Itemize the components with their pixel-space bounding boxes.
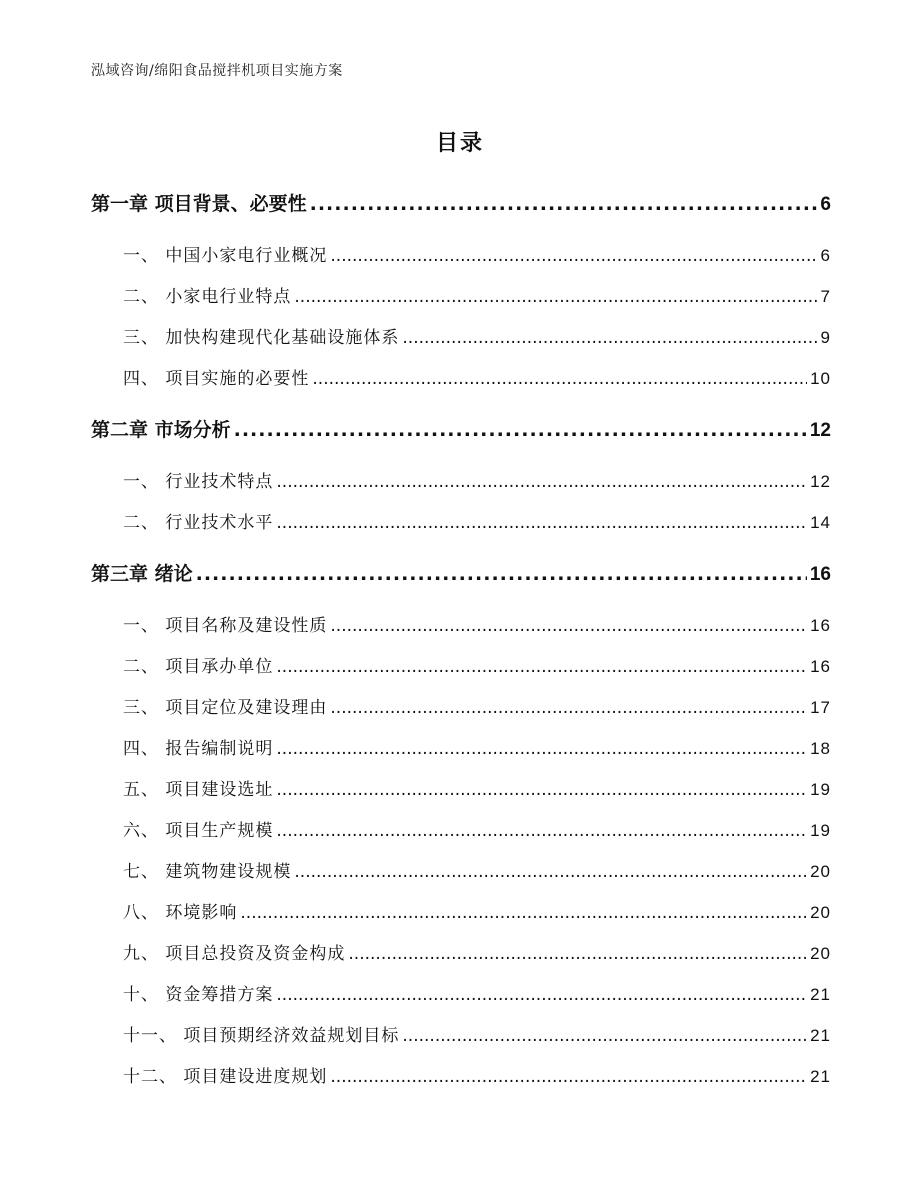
toc-page-number: 19 [810, 821, 831, 840]
toc-section[interactable] [91, 857, 831, 882]
toc-entry-label: 四、 项目实施的必要性 [123, 369, 310, 389]
dot-leader [348, 944, 807, 964]
toc-page-number: 6 [820, 246, 831, 265]
toc-page-number: 19 [810, 780, 831, 799]
toc-section[interactable] [91, 693, 831, 718]
toc-chapter-3[interactable] [91, 559, 831, 586]
toc-section[interactable] [91, 241, 831, 266]
toc-entry-label: 十、 资金筹措方案 [123, 985, 274, 1005]
dot-leader [196, 563, 807, 585]
dot-leader [276, 739, 807, 759]
toc-entry-label: 第二章 市场分析 [91, 419, 231, 441]
toc-page-number: 16 [810, 616, 831, 635]
toc-chapter-1[interactable] [91, 189, 831, 216]
toc-entry-label: 二、 小家电行业特点 [123, 287, 292, 307]
toc-section[interactable] [91, 282, 831, 307]
toc-entry-label: 六、 项目生产规模 [123, 821, 274, 841]
dot-leader [330, 616, 807, 636]
toc-entry-label: 九、 项目总投资及资金构成 [123, 944, 346, 964]
dot-leader [276, 821, 807, 841]
toc-page-number: 6 [820, 194, 831, 215]
toc-section[interactable] [91, 1021, 831, 1046]
toc-title: 目录 [435, 131, 484, 156]
toc-section[interactable] [91, 816, 831, 841]
toc-section[interactable] [91, 467, 831, 492]
toc-page-number: 21 [810, 1067, 831, 1086]
toc-entry-label: 一、 中国小家电行业概况 [123, 246, 328, 266]
toc-entry-label: 二、 项目承办单位 [123, 657, 274, 677]
toc-page-number: 16 [809, 564, 831, 585]
toc-entry-label: 一、 行业技术特点 [123, 472, 274, 492]
toc-page-number: 20 [810, 862, 831, 881]
toc-section[interactable] [91, 323, 831, 348]
dot-leader [234, 419, 807, 441]
toc-section[interactable] [91, 775, 831, 800]
toc-page-number: 12 [809, 420, 831, 441]
dot-leader [402, 1026, 807, 1046]
toc-page-number: 9 [820, 328, 831, 347]
dot-leader [330, 246, 817, 266]
dot-leader [330, 1067, 807, 1087]
toc-page-number: 16 [810, 657, 831, 676]
toc-page-number: 21 [810, 985, 831, 1004]
dot-leader [294, 287, 817, 307]
toc-entry-label: 第一章 项目背景、必要性 [91, 193, 307, 215]
dot-leader [294, 862, 807, 882]
toc-page-number: 21 [810, 1026, 831, 1045]
dot-leader [276, 657, 807, 677]
dot-leader [276, 513, 807, 533]
toc-section[interactable] [91, 508, 831, 533]
toc-page-number: 12 [810, 472, 831, 491]
toc-entry-label: 八、 环境影响 [123, 903, 238, 923]
toc-page-number: 14 [810, 513, 831, 532]
toc-page-number: 20 [810, 903, 831, 922]
dot-leader [240, 903, 807, 923]
toc-entry-label: 十二、 项目建设进度规划 [123, 1067, 328, 1087]
toc-page-number: 20 [810, 944, 831, 963]
toc-section[interactable] [91, 611, 831, 636]
running-header: 泓域咨询/绵阳食品搅拌机项目实施方案 [91, 63, 343, 79]
dot-leader [276, 472, 807, 492]
dot-leader [276, 780, 807, 800]
toc-section[interactable] [91, 980, 831, 1005]
dot-leader [310, 193, 818, 215]
toc-section[interactable] [91, 898, 831, 923]
dot-leader [402, 328, 817, 348]
toc-section[interactable] [91, 1062, 831, 1087]
toc-entry-label: 第三章 绪论 [91, 563, 193, 585]
toc-entry-label: 五、 项目建设选址 [123, 780, 274, 800]
toc-page-number: 17 [810, 698, 831, 717]
toc-entry-label: 二、 行业技术水平 [123, 513, 274, 533]
toc-entry-label: 三、 项目定位及建设理由 [123, 698, 328, 718]
dot-leader [312, 369, 807, 389]
toc-section[interactable] [91, 364, 831, 389]
toc-entry-label: 七、 建筑物建设规模 [123, 862, 292, 882]
toc-page-number: 18 [810, 739, 831, 758]
toc-entry-label: 三、 加快构建现代化基础设施体系 [123, 328, 400, 348]
toc-page-number: 10 [810, 369, 831, 388]
toc-section[interactable] [91, 652, 831, 677]
toc-entry-label: 四、 报告编制说明 [123, 739, 274, 759]
dot-leader [330, 698, 807, 718]
toc-page-number: 7 [820, 287, 831, 306]
toc-entry-label: 十一、 项目预期经济效益规划目标 [123, 1026, 400, 1046]
dot-leader [276, 985, 807, 1005]
toc-section[interactable] [91, 734, 831, 759]
toc-entry-label: 一、 项目名称及建设性质 [123, 616, 328, 636]
toc-chapter-2[interactable] [91, 415, 831, 442]
toc-section[interactable] [91, 939, 831, 964]
